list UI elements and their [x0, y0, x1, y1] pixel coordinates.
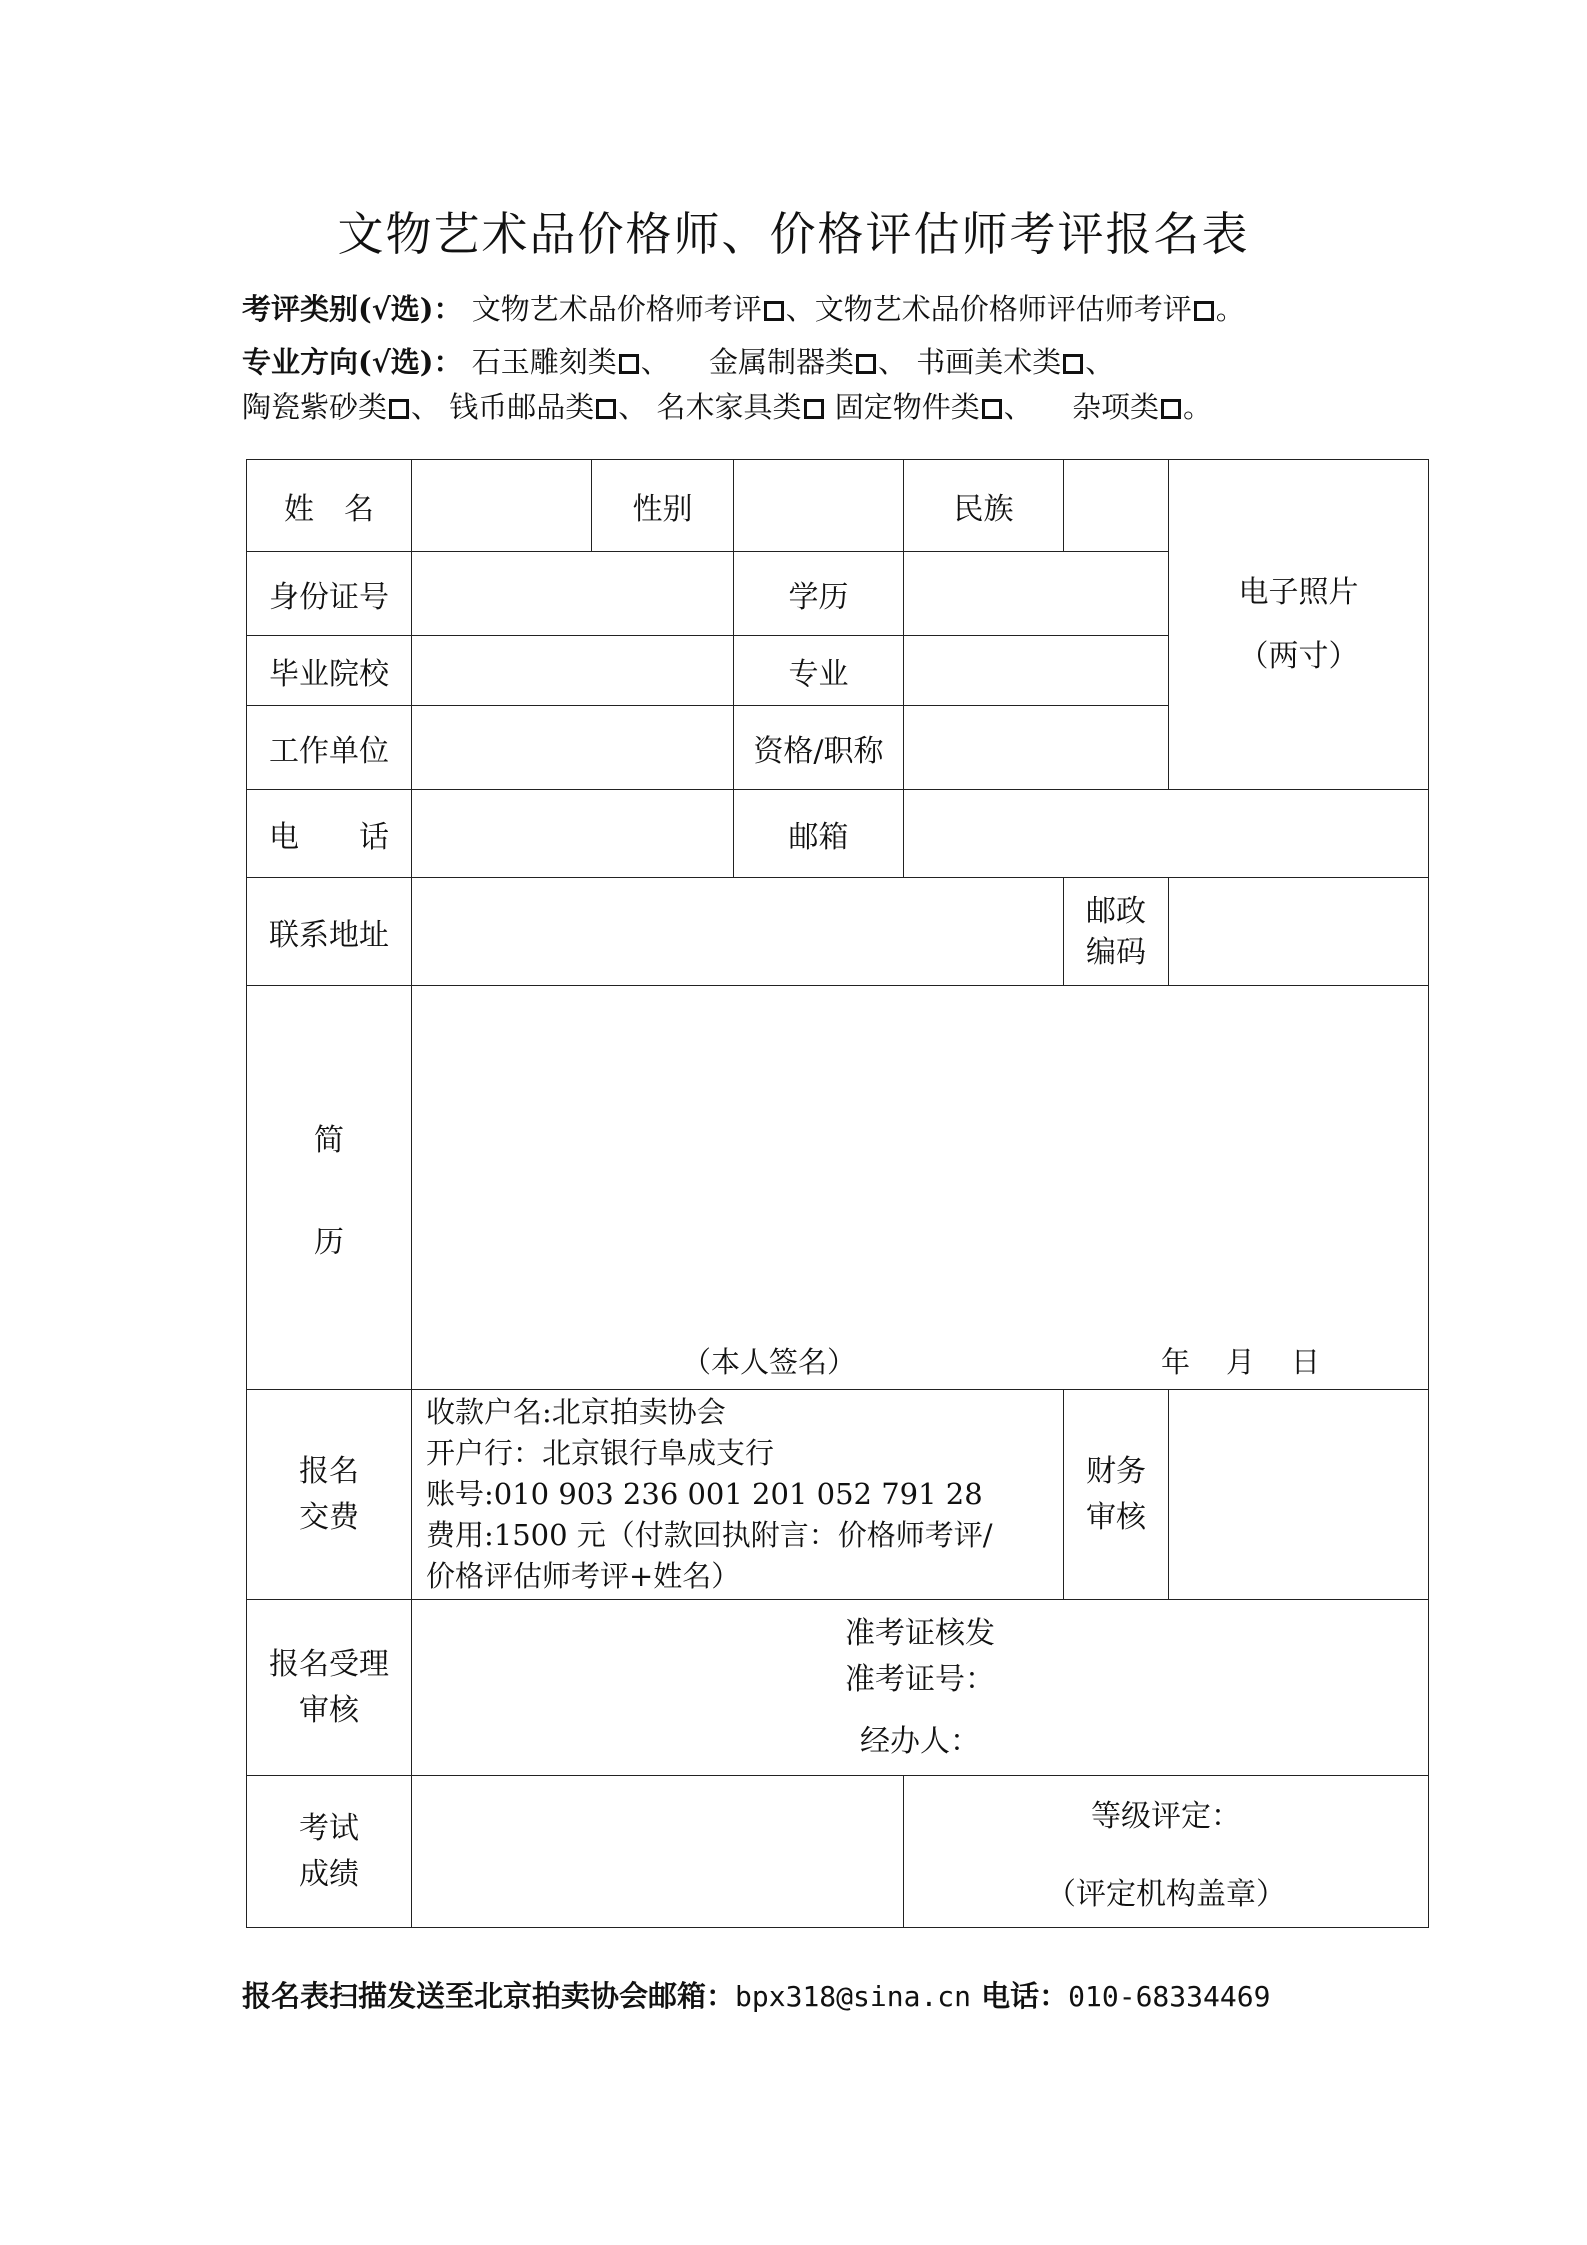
- score-field[interactable]: [412, 1776, 904, 1928]
- photo-label: 电子照片: [1238, 574, 1359, 610]
- registration-table: [246, 459, 1429, 1928]
- direction-option-7: 固定物件类: [834, 390, 980, 424]
- name-field[interactable]: [412, 460, 592, 552]
- ethnicity-field[interactable]: [1064, 460, 1169, 552]
- employer-field[interactable]: [412, 706, 734, 790]
- phone-field[interactable]: [412, 790, 734, 878]
- checkbox-direction-4[interactable]: [389, 399, 409, 419]
- category-option-2: 文物艺术品价格师评估师考评: [814, 292, 1192, 326]
- checkbox-direction-1[interactable]: [619, 354, 639, 374]
- direction-option-2: 金属制器类: [708, 345, 854, 379]
- education-field[interactable]: [904, 552, 1169, 636]
- address-field[interactable]: [412, 878, 1064, 986]
- school-label: 毕业院校: [247, 636, 412, 706]
- stamp-label: （评定机构盖章）: [1046, 1876, 1286, 1912]
- acceptance-label: 报名受理 审核: [247, 1600, 412, 1776]
- resume-field[interactable]: [412, 986, 1429, 1390]
- postcode-field[interactable]: [1169, 878, 1429, 986]
- resume-label: 简 历: [247, 986, 412, 1390]
- checkbox-direction-7[interactable]: [982, 399, 1002, 419]
- direction-option-1: 石玉雕刻类: [471, 345, 617, 379]
- gender-field[interactable]: [734, 460, 904, 552]
- phone-label: 电 话: [247, 790, 412, 878]
- employer-label: 工作单位: [247, 706, 412, 790]
- postcode-label: 邮政 编码: [1064, 878, 1169, 986]
- payment-fee: 费用:1500 元（付款回执附言：价格师考评/: [426, 1518, 993, 1552]
- checkbox-category-1[interactable]: [764, 301, 784, 321]
- qualification-field[interactable]: [904, 706, 1169, 790]
- gender-label: 性别: [592, 460, 734, 552]
- page-title: 文物艺术品价格师、价格评估师考评报名表: [337, 207, 1250, 261]
- education-label: 学历: [734, 552, 904, 636]
- id-field[interactable]: [412, 552, 734, 636]
- direction-option-5: 钱币邮品类: [449, 390, 595, 424]
- footer-contact: [242, 1974, 1270, 2015]
- footer-email[interactable]: bpx318@sina.cn: [735, 1980, 972, 2013]
- school-field[interactable]: [412, 636, 734, 706]
- checkbox-direction-5[interactable]: [596, 399, 616, 419]
- address-label: 联系地址: [247, 878, 412, 986]
- photo-box[interactable]: [1169, 460, 1429, 790]
- direction-option-6: 名木家具类: [656, 390, 802, 424]
- footer-phone-label: 电话：: [971, 1979, 1069, 2013]
- finance-review-field[interactable]: [1169, 1390, 1429, 1600]
- signature-label: （本人签名）: [682, 1345, 857, 1379]
- date-label: 年 月 日: [1160, 1345, 1320, 1379]
- payment-account-name: 收款户名:北京拍卖协会: [426, 1395, 726, 1429]
- score-label: 考试 成绩: [247, 1776, 412, 1928]
- checkbox-direction-6[interactable]: [804, 399, 824, 419]
- checkbox-direction-2[interactable]: [856, 354, 876, 374]
- payment-info: [412, 1390, 1064, 1600]
- acceptance-field[interactable]: [412, 1600, 1429, 1776]
- direction-option-3: 书画美术类: [916, 345, 1062, 379]
- direction-line-2: 陶瓷紫砂类 、 钱币邮品类 、 名木家具类 固定物件类 、 杂项类 。: [242, 390, 1213, 424]
- footer-phone: 010-68334469: [1068, 1980, 1271, 2013]
- email-label: 邮箱: [734, 790, 904, 878]
- direction-option-4: 陶瓷紫砂类: [242, 390, 388, 424]
- finance-review-label: 财务 审核: [1064, 1390, 1169, 1600]
- fee-label: 报名 交费: [247, 1390, 412, 1600]
- name-label: 姓 名: [247, 460, 412, 552]
- qualification-label: 资格/职称: [734, 706, 904, 790]
- checkbox-category-2[interactable]: [1194, 301, 1214, 321]
- ticket-issue-label: 准考证核发: [845, 1615, 995, 1651]
- payment-note: 价格评估师考评+姓名）: [426, 1559, 741, 1593]
- major-field[interactable]: [904, 636, 1169, 706]
- direction-option-8: 杂项类: [1071, 390, 1159, 424]
- category-option-1: 文物艺术品价格师考评: [471, 292, 762, 326]
- direction-line-1: 专业方向(√选)： 石玉雕刻类 、 金属制器类 、 书画美术类 、: [242, 345, 1115, 379]
- direction-label: 专业方向(√选)：: [242, 345, 463, 379]
- ethnicity-label: 民族: [904, 460, 1064, 552]
- major-label: 专业: [734, 636, 904, 706]
- handler-label: 经办人：: [860, 1723, 980, 1759]
- payment-account-number: 账号:010 903 236 001 201 052 791 28: [426, 1477, 983, 1511]
- id-label: 身份证号: [247, 552, 412, 636]
- payment-bank: 开户行：北京银行阜成支行: [426, 1436, 775, 1470]
- checkbox-direction-3[interactable]: [1063, 354, 1083, 374]
- photo-size-label: （两寸）: [1238, 638, 1359, 674]
- checkbox-direction-8[interactable]: [1161, 399, 1181, 419]
- grade-field[interactable]: [904, 1776, 1429, 1928]
- footer-text: 报名表扫描发送至北京拍卖协会邮箱：: [242, 1979, 736, 2013]
- category-label: 考评类别(√选)：: [242, 292, 463, 326]
- ticket-number-label: 准考证号：: [845, 1661, 995, 1697]
- category-line: 考评类别(√选)： 文物艺术品价格师考评 、文物艺术品价格师评估师考评 。: [242, 292, 1245, 326]
- grade-label: 等级评定：: [1091, 1798, 1241, 1834]
- email-field[interactable]: [904, 790, 1429, 878]
